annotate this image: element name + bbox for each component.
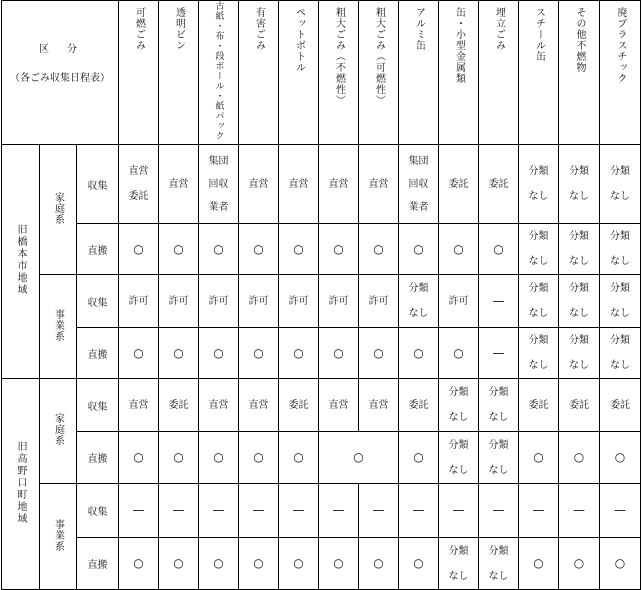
- method-label: 収集: [77, 275, 119, 328]
- table-row: [2, 275, 641, 328]
- value-text: ○: [253, 345, 264, 360]
- value-cell: [439, 145, 479, 224]
- value-text: ○: [453, 345, 464, 360]
- value-text: 許可: [328, 295, 349, 307]
- value-cell: [399, 224, 439, 275]
- value-text: 直営: [248, 178, 269, 190]
- value-text: ○: [353, 450, 364, 464]
- method-label: 収集: [77, 484, 119, 538]
- value-text: 分類 なし: [528, 166, 549, 202]
- value-cell: [519, 145, 559, 224]
- value-text: 許可: [248, 295, 269, 307]
- column-header: [399, 1, 439, 145]
- value-text: 直営: [128, 399, 149, 411]
- value-cell: [600, 484, 641, 538]
- value-cell: [119, 145, 159, 224]
- column-header-label: 缶・小型金属類: [453, 7, 465, 84]
- value-text: 直営: [288, 178, 309, 190]
- value-cell: [319, 538, 359, 590]
- value-cell: [199, 538, 239, 590]
- value-cell: [439, 275, 479, 328]
- value-cell: [600, 224, 641, 275]
- value-cell: [439, 432, 479, 484]
- value-cell: [199, 379, 239, 432]
- value-cell: [199, 432, 239, 484]
- column-header: [559, 1, 600, 145]
- value-cell: [479, 145, 519, 224]
- value-cell: [600, 145, 641, 224]
- value-text: ○: [213, 556, 224, 570]
- value-text: 委託: [168, 399, 189, 411]
- value-text: 分類 なし: [569, 335, 590, 371]
- value-cell: [359, 328, 399, 379]
- value-cell: [159, 328, 199, 379]
- value-text: 委託: [610, 399, 631, 411]
- table-row: [2, 379, 641, 432]
- value-cell: [319, 145, 359, 224]
- value-text: 許可: [168, 295, 189, 307]
- value-cell: [439, 538, 479, 590]
- value-text: 直営: [208, 399, 229, 411]
- value-cell: [399, 379, 439, 432]
- value-text: 分類 なし: [528, 283, 549, 319]
- value-text: 分類 なし: [610, 166, 631, 202]
- value-cell: [239, 224, 279, 275]
- value-text: ○: [173, 345, 184, 360]
- value-cell: [279, 224, 319, 275]
- value-text: ○: [493, 241, 504, 256]
- value-cell: [199, 328, 239, 379]
- value-text: ○: [413, 345, 424, 360]
- value-cell: [439, 224, 479, 275]
- value-cell: [519, 224, 559, 275]
- value-cell: [319, 379, 359, 432]
- type-label: 家庭系: [52, 413, 64, 446]
- value-text: 分類 なし: [610, 283, 631, 319]
- value-text: 分類 なし: [569, 166, 590, 202]
- value-text: —: [252, 503, 265, 517]
- value-text: 直営: [328, 399, 349, 411]
- value-cell: [519, 432, 559, 484]
- value-cell: [279, 145, 319, 224]
- value-cell: [159, 224, 199, 275]
- value-text: ○: [573, 556, 585, 570]
- value-text: —: [492, 503, 505, 517]
- value-cell: [399, 145, 439, 224]
- value-text: 直営: [168, 178, 189, 190]
- value-text: —: [492, 345, 505, 360]
- value-cell: [600, 275, 641, 328]
- value-text: ○: [614, 556, 626, 570]
- value-text: 集団 回収 業者: [408, 155, 429, 213]
- value-text: 委託: [288, 399, 309, 411]
- value-cell: [199, 275, 239, 328]
- value-cell: [319, 432, 399, 484]
- value-cell: [159, 538, 199, 590]
- value-text: 委託: [569, 399, 590, 411]
- value-text: ○: [373, 241, 384, 256]
- value-cell: [159, 145, 199, 224]
- value-cell: [319, 275, 359, 328]
- value-cell: [479, 538, 519, 590]
- value-cell: [600, 328, 641, 379]
- column-header-label: 透明ビン: [173, 7, 185, 51]
- area-cell: [2, 379, 40, 590]
- value-text: 委託: [448, 178, 469, 190]
- value-cell: [119, 275, 159, 328]
- value-cell: [279, 484, 319, 538]
- type-label: 家庭系: [52, 191, 64, 225]
- value-text: ○: [533, 450, 544, 464]
- column-header-label: アルミ缶: [413, 7, 425, 51]
- value-text: ○: [253, 241, 264, 256]
- value-cell: [519, 328, 559, 379]
- value-cell: [479, 224, 519, 275]
- value-text: 分類 なし: [408, 283, 429, 319]
- value-cell: [119, 484, 159, 538]
- value-cell: [319, 224, 359, 275]
- value-text: —: [292, 503, 305, 517]
- value-text: —: [573, 503, 586, 517]
- type-cell: [40, 145, 77, 275]
- value-text: 分類 なし: [528, 335, 549, 371]
- value-text: 分類 なし: [528, 231, 549, 267]
- value-cell: [559, 224, 600, 275]
- column-header-label: 古紙・布・段ボール・紙パック: [213, 1, 224, 141]
- value-text: ○: [373, 556, 384, 570]
- value-text: —: [132, 503, 145, 517]
- value-cell: [359, 145, 399, 224]
- value-text: 分類 なし: [569, 283, 590, 319]
- value-cell: [239, 379, 279, 432]
- value-cell: [519, 538, 559, 590]
- column-header-label: スチール缶: [533, 7, 545, 62]
- type-label: 事業系: [52, 518, 64, 552]
- method-label: 直搬: [77, 224, 119, 275]
- value-text: 分類 なし: [488, 439, 509, 476]
- value-text: ○: [293, 450, 304, 464]
- value-text: ○: [213, 345, 224, 360]
- column-header-label: ペットボトル: [293, 7, 305, 73]
- value-cell: [559, 379, 600, 432]
- corner-subtitle: （各ごみ収集日程表）: [10, 73, 110, 84]
- value-text: ○: [453, 241, 464, 256]
- value-cell: [559, 484, 600, 538]
- value-cell: [319, 484, 359, 538]
- value-text: 分類 なし: [569, 231, 590, 267]
- value-text: ○: [173, 241, 184, 256]
- value-text: —: [614, 503, 627, 517]
- value-text: ○: [293, 345, 304, 360]
- value-cell: [279, 538, 319, 590]
- type-cell: [40, 484, 77, 590]
- value-cell: [479, 432, 519, 484]
- value-text: ○: [333, 556, 344, 570]
- header-row: [2, 1, 641, 145]
- value-cell: [239, 432, 279, 484]
- value-text: —: [372, 503, 385, 517]
- value-cell: [600, 432, 641, 484]
- table-row: [2, 538, 641, 590]
- value-text: 分類 なし: [448, 439, 469, 476]
- value-text: ○: [173, 450, 184, 464]
- value-cell: [279, 275, 319, 328]
- value-text: 分類 なし: [488, 545, 509, 582]
- value-cell: [399, 432, 439, 484]
- value-text: ○: [293, 241, 304, 256]
- value-cell: [239, 145, 279, 224]
- value-text: ○: [133, 450, 144, 464]
- method-label: 直搬: [77, 538, 119, 590]
- value-text: 許可: [368, 295, 389, 307]
- value-cell: [359, 275, 399, 328]
- value-cell: [199, 484, 239, 538]
- value-cell: [479, 328, 519, 379]
- method-label: 収集: [77, 379, 119, 432]
- area-cell: [2, 145, 40, 379]
- value-cell: [199, 145, 239, 224]
- value-text: ○: [573, 450, 585, 464]
- value-text: ○: [333, 345, 344, 360]
- value-text: 委託: [408, 399, 429, 411]
- value-cell: [479, 484, 519, 538]
- value-text: 許可: [288, 295, 309, 307]
- value-text: 直営: [368, 399, 389, 411]
- value-cell: [600, 538, 641, 590]
- value-text: 委託: [528, 399, 549, 411]
- value-cell: [239, 484, 279, 538]
- area-label: 旧高野口町地域: [15, 440, 26, 525]
- column-header: [239, 1, 279, 145]
- value-text: 直営 委託: [128, 166, 149, 202]
- value-text: ○: [614, 450, 626, 464]
- value-text: ○: [413, 450, 424, 464]
- type-label: 事業系: [52, 308, 64, 342]
- value-text: 直営: [368, 178, 389, 190]
- value-cell: [399, 328, 439, 379]
- corner-title: 区 分: [39, 44, 81, 55]
- value-cell: [279, 328, 319, 379]
- value-text: ○: [133, 241, 144, 256]
- value-cell: [519, 275, 559, 328]
- value-cell: [199, 224, 239, 275]
- value-cell: [119, 328, 159, 379]
- value-text: —: [332, 503, 345, 517]
- value-cell: [239, 538, 279, 590]
- column-header: [159, 1, 199, 145]
- value-text: ○: [253, 556, 264, 570]
- value-text: —: [212, 503, 225, 517]
- value-text: —: [452, 503, 465, 517]
- value-text: 許可: [448, 295, 469, 307]
- table-row: [2, 224, 641, 275]
- value-cell: [279, 379, 319, 432]
- column-header-label: 粗大ごみ（可燃性）: [373, 7, 385, 106]
- value-cell: [119, 538, 159, 590]
- column-header-label: 可燃ごみ: [133, 7, 145, 51]
- value-cell: [519, 379, 559, 432]
- value-cell: [559, 145, 600, 224]
- value-text: 分類 なし: [610, 231, 631, 267]
- value-cell: [559, 328, 600, 379]
- value-text: —: [172, 503, 185, 517]
- value-cell: [359, 538, 399, 590]
- value-cell: [119, 224, 159, 275]
- table-row: [2, 432, 641, 484]
- value-cell: [159, 379, 199, 432]
- value-text: 直営: [328, 178, 349, 190]
- table-row: [2, 484, 641, 538]
- value-text: —: [492, 293, 505, 308]
- column-header: [479, 1, 519, 145]
- value-text: ○: [533, 556, 544, 570]
- value-cell: [119, 379, 159, 432]
- value-text: 許可: [208, 295, 229, 307]
- value-cell: [359, 224, 399, 275]
- value-cell: [479, 379, 519, 432]
- type-cell: [40, 379, 77, 484]
- column-header: [319, 1, 359, 145]
- method-label: 直搬: [77, 328, 119, 379]
- value-cell: [559, 432, 600, 484]
- value-cell: [399, 275, 439, 328]
- column-header: [439, 1, 479, 145]
- value-text: ○: [373, 345, 384, 360]
- value-cell: [279, 432, 319, 484]
- value-cell: [439, 484, 479, 538]
- value-text: ○: [413, 556, 424, 570]
- value-text: 分類 なし: [448, 387, 469, 423]
- method-label: 収集: [77, 145, 119, 224]
- column-header: [279, 1, 319, 145]
- value-cell: [399, 538, 439, 590]
- value-text: ○: [133, 556, 144, 570]
- column-header: [359, 1, 399, 145]
- table-row: [2, 328, 641, 379]
- value-cell: [159, 484, 199, 538]
- value-text: 分類 なし: [610, 335, 631, 371]
- value-text: 分類 なし: [448, 545, 469, 582]
- column-header: [519, 1, 559, 145]
- column-header-label: 粗大ごみ（不燃性）: [333, 7, 345, 106]
- value-cell: [119, 432, 159, 484]
- table-row: [2, 145, 641, 224]
- value-text: ○: [293, 556, 304, 570]
- column-header-label: 有害ごみ: [253, 7, 265, 51]
- value-cell: [559, 538, 600, 590]
- value-cell: [439, 379, 479, 432]
- value-text: ○: [413, 241, 424, 256]
- area-label: 旧橋本市地域: [15, 224, 26, 296]
- value-cell: [600, 379, 641, 432]
- type-cell: [40, 275, 77, 379]
- value-text: —: [412, 503, 425, 517]
- value-text: ○: [133, 345, 144, 360]
- value-text: ○: [333, 241, 344, 256]
- column-header-label: その他不燃物: [574, 7, 586, 73]
- value-cell: [439, 328, 479, 379]
- value-text: 集団 回収 業者: [208, 155, 229, 213]
- method-label: 直搬: [77, 432, 119, 484]
- corner-box: [2, 10, 118, 135]
- value-cell: [319, 328, 359, 379]
- value-cell: [159, 432, 199, 484]
- column-header-label: 埋立ごみ: [493, 7, 505, 51]
- value-text: 直営: [248, 399, 269, 411]
- value-text: 許可: [128, 295, 149, 307]
- column-header: [119, 1, 159, 145]
- value-cell: [239, 275, 279, 328]
- column-header: [199, 1, 239, 145]
- value-text: —: [532, 503, 545, 517]
- value-cell: [479, 275, 519, 328]
- value-cell: [519, 484, 559, 538]
- value-cell: [359, 484, 399, 538]
- value-text: ○: [253, 450, 264, 464]
- value-text: ○: [213, 241, 224, 256]
- value-cell: [399, 484, 439, 538]
- garbage-classification-table: [1, 0, 641, 590]
- value-text: 分類 なし: [488, 387, 509, 423]
- column-header: [600, 1, 641, 145]
- value-cell: [239, 328, 279, 379]
- value-text: ○: [213, 450, 224, 464]
- value-text: 委託: [488, 178, 509, 190]
- value-cell: [559, 275, 600, 328]
- value-cell: [159, 275, 199, 328]
- value-text: ○: [173, 556, 184, 570]
- corner-cell: [2, 1, 119, 145]
- column-header-label: 廃プラスチック: [615, 7, 627, 84]
- value-cell: [359, 379, 399, 432]
